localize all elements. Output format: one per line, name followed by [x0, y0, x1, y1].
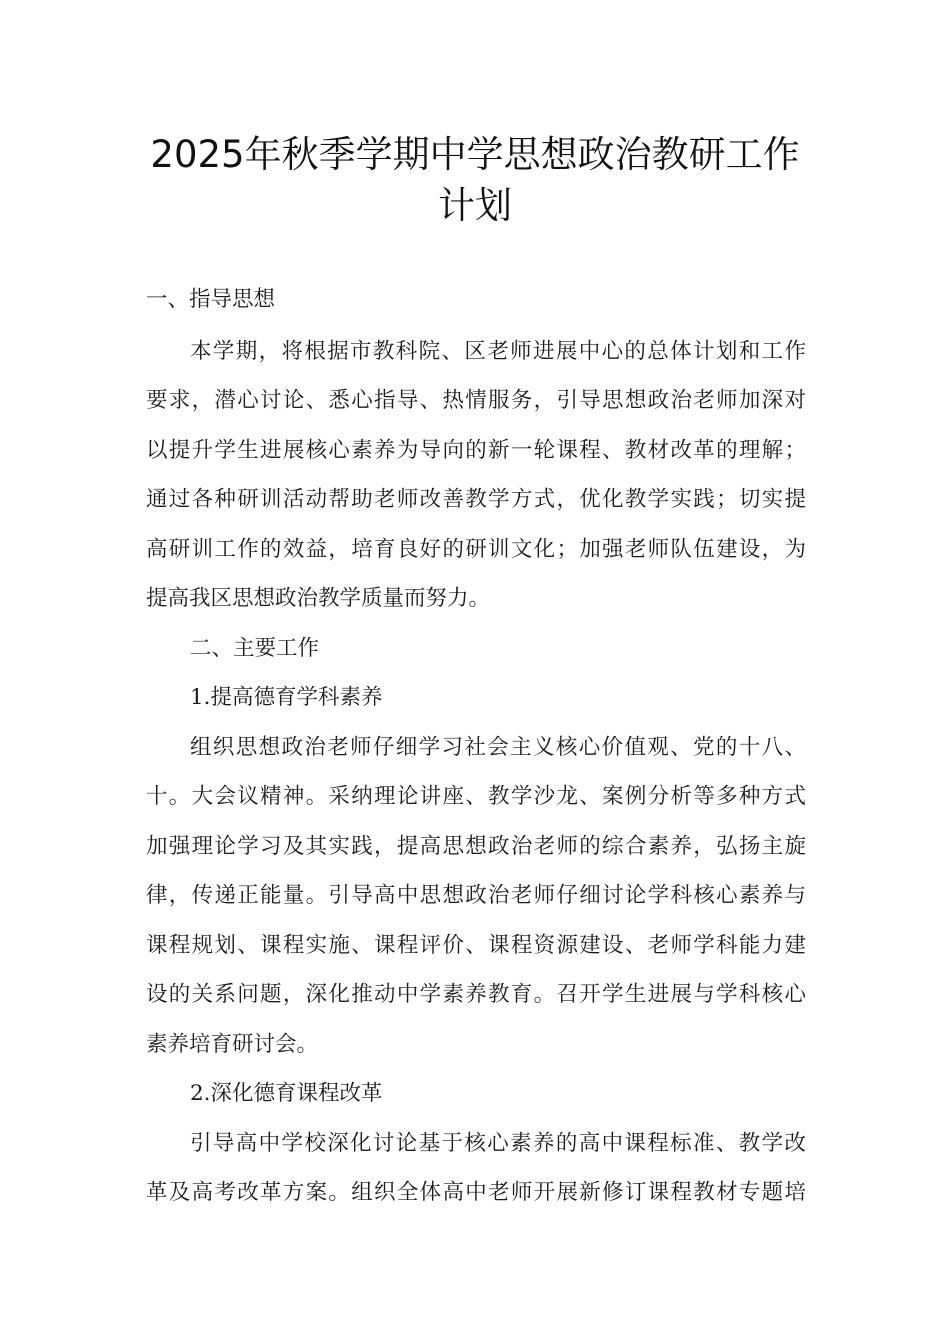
section-heading: 二、主要工作	[190, 636, 320, 661]
paragraph-line: 革及高考改革方案。组织全体高中老师开展新修订课程教材专题培	[146, 1180, 806, 1205]
paragraph-line: 设的关系问题，深化推动中学素养教育。召开学生进展与学科核心	[146, 982, 806, 1007]
paragraph-line: 要求，潜心讨论、悉心指导、热情服务，引导思想政治老师加深对	[146, 388, 806, 413]
subsection-heading: 2.深化德育课程改革	[190, 1081, 383, 1106]
paragraph-line: 加强理论学习及其实践，提高思想政治老师的综合素养，弘扬主旋	[146, 834, 806, 859]
paragraph-line: 律，传递正能量。引导高中思想政治老师仔细讨论学科核心素养与	[146, 883, 806, 908]
paragraph-line: 高研训工作的效益，培育良好的研训文化；加强老师队伍建设，为	[146, 537, 806, 562]
paragraph-line: 本学期，将根据市教科院、区老师进展中心的总体计划和工作	[190, 339, 806, 364]
paragraph-line: 素养培育研讨会。	[146, 1032, 319, 1057]
paragraph-line: 提高我区思想政治教学质量而努力。	[146, 586, 491, 611]
document-title-line-1: 2025年秋季学期中学思想政治教研工作	[150, 133, 800, 176]
subsection-heading: 1.提高德育学科素养	[190, 685, 383, 710]
paragraph-line: 以提升学生进展核心素养为导向的新一轮课程、教材改革的理解；	[146, 438, 806, 463]
paragraph-line: 组织思想政治老师仔细学习社会主义核心价值观、党的十八、	[190, 735, 806, 760]
section-heading: 一、指导思想	[146, 287, 276, 312]
paragraph-line: 通过各种研训活动帮助老师改善教学方式，优化教学实践；切实提	[146, 487, 806, 512]
paragraph-line: 课程规划、课程实施、课程评价、课程资源建设、老师学科能力建	[146, 933, 806, 958]
paragraph-line: 十。大会议精神。采纳理论讲座、教学沙龙、案例分析等多种方式	[146, 784, 806, 809]
document-title-line-2: 计划	[438, 184, 512, 227]
paragraph-line: 引导高中学校深化讨论基于核心素养的高中课程标准、教学改	[190, 1131, 806, 1156]
